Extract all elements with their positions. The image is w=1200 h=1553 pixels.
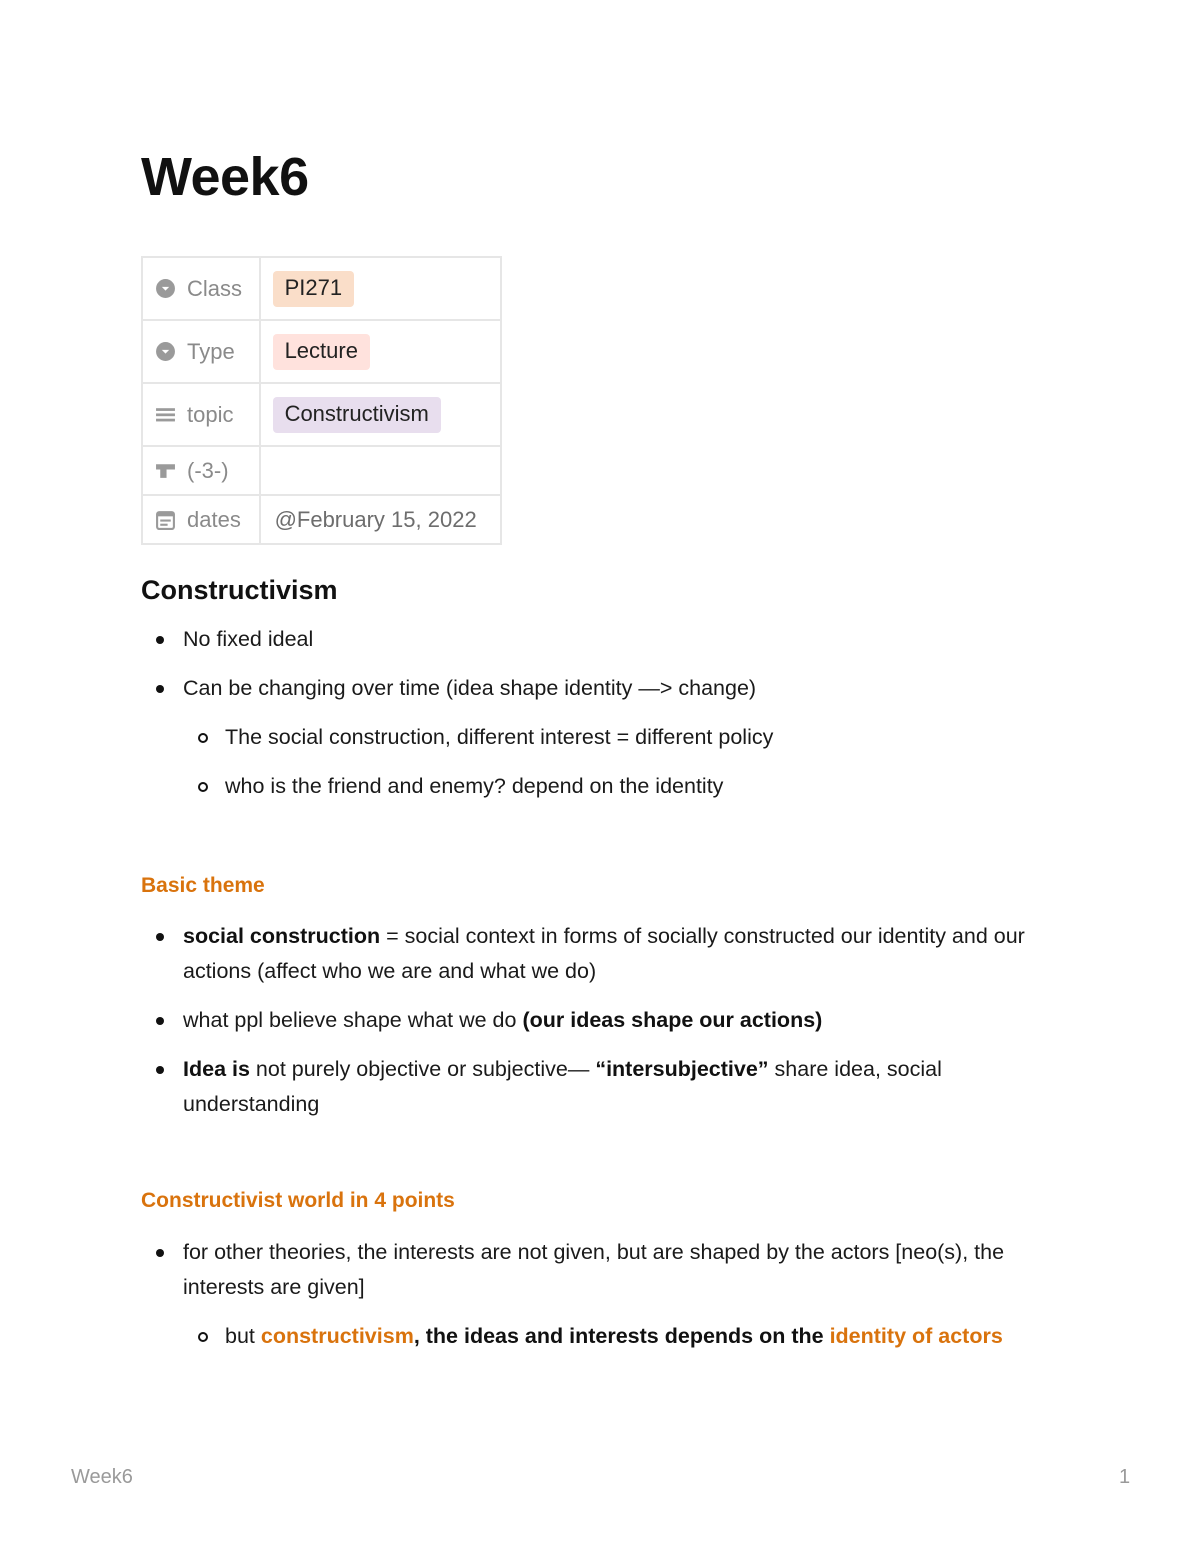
class-tag[interactable]: PI271 bbox=[273, 271, 355, 307]
property-label: topic bbox=[187, 401, 234, 427]
bullet-icon bbox=[156, 1066, 164, 1074]
section-heading-basic-theme: Basic theme bbox=[141, 874, 265, 897]
list-item: social construction = social context in forms of socially constructed our identity and our actions (affect who we are and what we do) bbox=[141, 919, 1031, 989]
list-item: who is the friend and enemy? depend on the identity bbox=[141, 769, 1021, 804]
property-label: (-3-) bbox=[187, 457, 229, 483]
property-row-topic[interactable] bbox=[142, 383, 501, 446]
list-item: The social construction, different interest = different policy bbox=[141, 720, 1021, 755]
property-row-dates[interactable] bbox=[142, 495, 501, 544]
list-item: but constructivism, the ideas and interests depends on the identity of actors bbox=[141, 1319, 1041, 1354]
topic-tag[interactable]: Constructivism bbox=[273, 397, 441, 433]
bullet-icon bbox=[156, 1017, 164, 1025]
hollow-bullet-icon bbox=[198, 1332, 208, 1342]
bullet-icon bbox=[156, 933, 164, 941]
list-item: Can be changing over time (idea shape identity —> change) bbox=[141, 671, 1021, 706]
list-item: Idea is not purely objective or subjective— “intersubjective” share idea, social understanding bbox=[141, 1052, 1031, 1122]
hollow-bullet-icon bbox=[198, 733, 208, 743]
properties-table bbox=[141, 256, 502, 545]
property-label: Class bbox=[187, 275, 243, 301]
bullet-icon bbox=[156, 685, 164, 693]
select-icon bbox=[155, 278, 176, 299]
page-number: 1 bbox=[1119, 1466, 1131, 1488]
calendar-icon bbox=[155, 509, 176, 530]
property-row-relation[interactable] bbox=[142, 446, 501, 495]
multi-select-icon bbox=[155, 404, 176, 425]
section-heading-world4: Constructivist world in 4 points bbox=[141, 1189, 455, 1212]
list-item: No fixed ideal bbox=[141, 622, 1021, 657]
property-row-class[interactable] bbox=[142, 257, 501, 320]
world4-list bbox=[141, 1235, 1041, 1368]
list-item: what ppl believe shape what we do (our ideas shape our actions) bbox=[141, 1003, 1031, 1038]
basic-theme-list bbox=[141, 919, 1031, 1136]
section-heading-constructivism: Constructivism bbox=[141, 575, 338, 605]
date-value[interactable]: @February 15, 2022 bbox=[274, 506, 477, 532]
hollow-bullet-icon bbox=[198, 782, 208, 792]
property-label: Type bbox=[187, 338, 235, 364]
list-item: for other theories, the interests are not given, but are shaped by the actors [neo(s), the interests are given] bbox=[141, 1235, 1041, 1305]
property-label: dates bbox=[187, 506, 241, 532]
bullet-icon bbox=[156, 1249, 164, 1257]
page-title: Week6 bbox=[141, 147, 309, 207]
bullet-icon bbox=[156, 636, 164, 644]
property-row-type[interactable] bbox=[142, 320, 501, 383]
relation-icon bbox=[155, 460, 176, 481]
footer-title: Week6 bbox=[71, 1466, 133, 1488]
constructivism-list bbox=[141, 622, 1021, 818]
select-icon bbox=[155, 341, 176, 362]
type-tag[interactable]: Lecture bbox=[273, 334, 370, 370]
